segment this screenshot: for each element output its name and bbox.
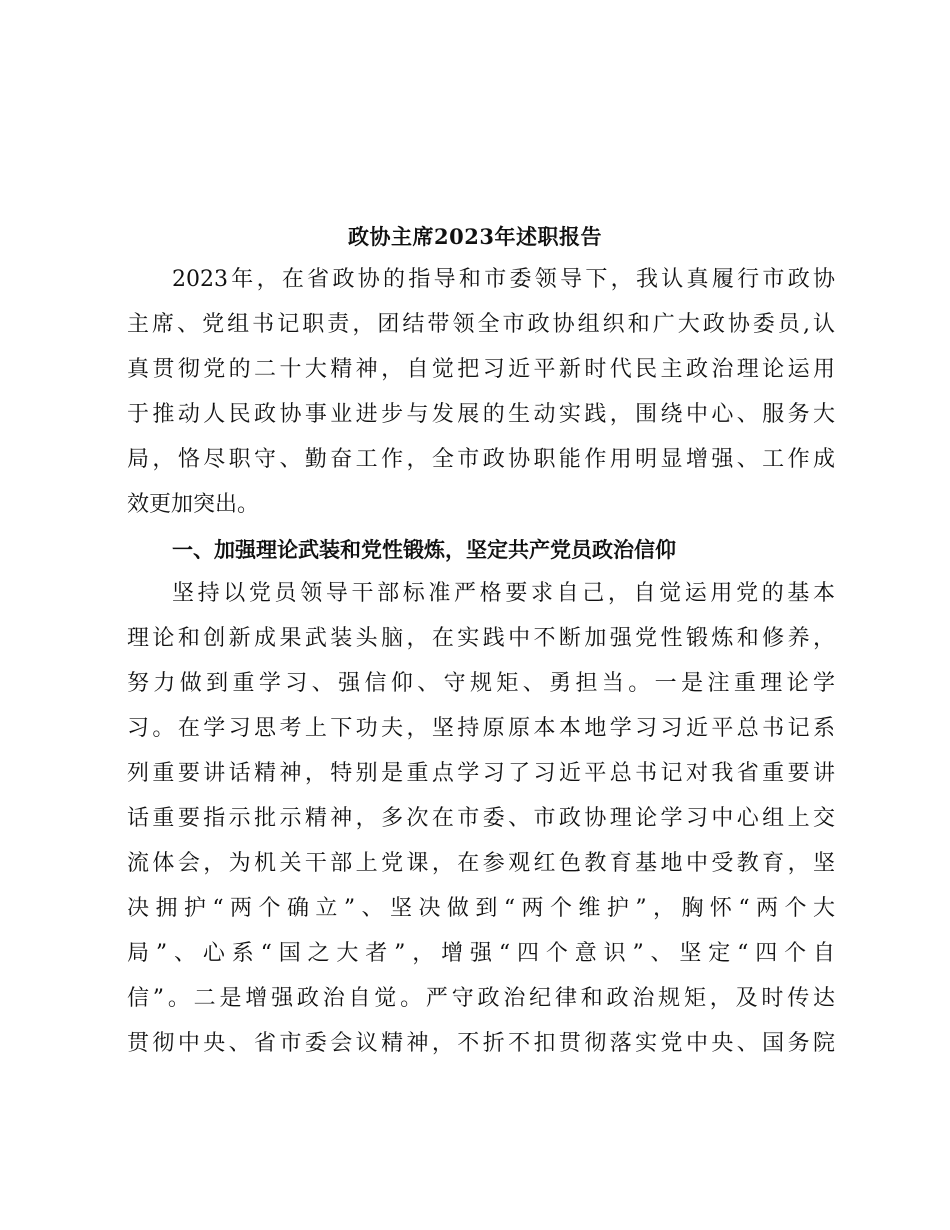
paragraph-line: 决拥护“两个确立”、坚决做到“两个维护”，胸怀“两个大	[127, 896, 835, 921]
paragraph-line: 真贯彻党的二十大精神，自觉把习近平新时代民主政治理论运用	[127, 357, 835, 382]
paragraph-line: 局，恪尽职守、勤奋工作，全市政协职能作用明显增强、工作成	[127, 447, 835, 472]
paragraph-section-one	[127, 571, 835, 1066]
paragraph-line: 主席、党组书记职责，团结带领全市政协组织和广大政协委员,认	[127, 312, 835, 337]
paragraph-line: 流体会，为机关干部上党课，在参观红色教育基地中受教育，坚	[127, 851, 835, 876]
paragraph-line: 局”、心系“国之大者”，增强“四个意识”、坚定“四个自	[127, 941, 835, 966]
paragraph-line: 2023年，在省政协的指导和市委领导下，我认真履行市政协	[172, 267, 835, 292]
paragraph-line: 效更加突出。	[127, 492, 260, 517]
paragraph-line: 话重要指示批示精神，多次在市委、市政协理论学习中心组上交	[127, 806, 835, 831]
paragraph-line: 理论和创新成果武装头脑，在实践中不断加强党性锻炼和修养，	[127, 626, 835, 651]
section-heading: 一、加强理论武装和党性锻炼，坚定共产党员政治信仰	[172, 538, 676, 562]
paragraph-line: 习。在学习思考上下功夫，坚持原原本本地学习习近平总书记系	[127, 716, 835, 741]
paragraph-intro	[127, 257, 835, 527]
paragraph-line: 信”。二是增强政治自觉。严守政治纪律和政治规矩，及时传达	[127, 986, 835, 1011]
paragraph-line: 坚持以党员领导干部标准严格要求自己，自觉运用党的基本	[172, 581, 835, 606]
paragraph-line: 贯彻中央、省市委会议精神，不折不扣贯彻落实党中央、国务院	[127, 1031, 835, 1056]
paragraph-line: 列重要讲话精神，特别是重点学习了习近平总书记对我省重要讲	[127, 761, 835, 786]
document-title: 政协主席2023年述职报告	[348, 224, 602, 249]
paragraph-line: 于推动人民政协事业进步与发展的生动实践，围绕中心、服务大	[127, 402, 835, 427]
paragraph-line: 努力做到重学习、强信仰、守规矩、勇担当。一是注重理论学	[127, 671, 835, 696]
